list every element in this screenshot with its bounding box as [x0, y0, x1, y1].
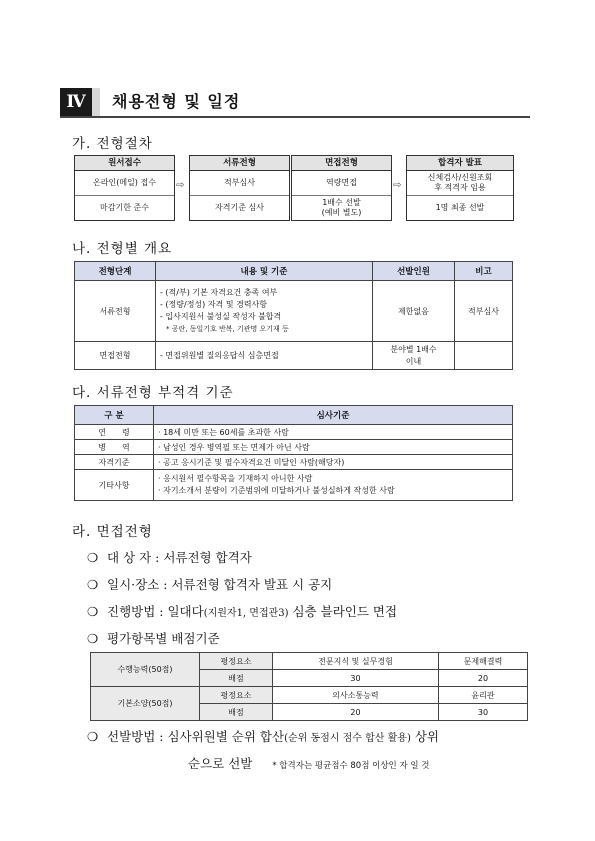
- category-cell: 기타사항: [75, 470, 154, 501]
- group-label: 기본소양(50점): [91, 687, 200, 721]
- bullet-icon: ❍: [87, 729, 99, 744]
- arrow-icon: ⇨: [393, 180, 402, 191]
- interview-scoring: [87, 629, 220, 647]
- score-label: 배점: [200, 670, 273, 687]
- table-header-row: [75, 406, 513, 425]
- item-cell: 의사소통능력: [273, 687, 439, 704]
- process-step-document: [189, 155, 290, 221]
- interview-heading: 라. 면접전형: [72, 524, 153, 540]
- overview-heading: 나. 전형별 개요: [72, 241, 173, 257]
- criteria-note: * 공란, 동일기호 반복, 기관명 오기재 등: [166, 325, 289, 333]
- table-row: [75, 281, 513, 342]
- count-line: 이내: [405, 356, 422, 366]
- criteria-line: - (정량/정성) 자격 및 경력사항: [160, 300, 268, 309]
- criteria-line: · 자기소개서 분량이 기준범위에 미달하거나 불성실하게 작성한 사람: [158, 486, 395, 495]
- item-label: 평정요소: [200, 687, 273, 704]
- table-row: [91, 687, 528, 704]
- scoring-table: [90, 652, 528, 721]
- criteria-cell: · 남성인 경우 병역필 또는 면제가 아닌 사람: [154, 440, 513, 455]
- table-row: [75, 455, 513, 470]
- column-header: 구 분: [75, 406, 154, 425]
- interview-method-tail: 심층 블라인드 면접: [288, 604, 398, 619]
- table-row: [91, 653, 528, 670]
- column-header: 비고: [455, 262, 513, 281]
- table-row: [75, 425, 513, 440]
- note-cell: [455, 342, 513, 370]
- section-title: 채용전형 및 일정: [112, 92, 241, 111]
- disqualify-table: [74, 405, 513, 501]
- criteria-line: · 응시원서 필수항목을 기재하지 아니한 사람: [158, 474, 313, 483]
- process-step-detail-line: (예비 별도): [321, 208, 362, 217]
- criteria-cell: · 공고 응시기준 및 필수자격요건 미달인 사람(해당자): [154, 455, 513, 470]
- criteria-cell: · 18세 미만 또는 60세를 초과한 사람: [154, 425, 513, 440]
- criteria-cell: [156, 281, 373, 342]
- section-number-accent: [92, 88, 100, 116]
- interview-schedule-text: 일시·장소 : 서류전형 합격자 발표 시 공지: [107, 577, 333, 592]
- item-cell: 문제해결력: [438, 653, 527, 670]
- count-cell: [373, 342, 455, 370]
- process-step-detail: 1명 최종 선발: [435, 203, 485, 212]
- interview-selection-line2: 순으로 선발: [188, 756, 253, 771]
- process-step-application: [74, 155, 175, 221]
- note-cell: 적부심사: [455, 281, 513, 342]
- group-label: 수행능력(50점): [91, 653, 200, 687]
- interview-selection-text: 선발방법 : 심사위원별 순위 합산: [107, 729, 285, 744]
- category-cell: 연 령: [75, 425, 154, 440]
- count-cell: 제한없음: [373, 281, 455, 342]
- criteria-cell: - 면접위원별 질의응답식 심층면접: [156, 342, 373, 370]
- interview-scoring-title: 평가항목별 배점기준: [107, 631, 220, 646]
- score-cell: 20: [438, 670, 527, 687]
- interview-selection-detail: (순위 동점시 점수 합산 활용): [284, 733, 411, 744]
- process-step-title: 합격자 발표: [407, 156, 513, 171]
- criteria-line: - (적/부) 기본 자격요건 충족 여부: [160, 288, 278, 297]
- process-step-detail: 역량면접: [292, 171, 391, 196]
- interview-method-detail: (지원자1, 면접관3): [203, 608, 289, 619]
- item-label: 평정요소: [200, 653, 273, 670]
- score-cell: 30: [273, 670, 439, 687]
- process-step-title: 면접전형: [292, 156, 391, 171]
- process-step-detail: 마감기한 준수: [100, 203, 149, 212]
- table-row: [75, 470, 513, 501]
- column-header: 전형단계: [75, 262, 156, 281]
- process-step-detail-line: 신체검사/신원조회: [427, 173, 493, 182]
- interview-method: [87, 602, 397, 620]
- column-header: 선발인원: [373, 262, 455, 281]
- process-step-title: 서류전형: [190, 156, 289, 171]
- interview-selection: [87, 727, 439, 745]
- process-step-detail: [292, 196, 391, 220]
- arrow-icon: ⇨: [176, 180, 185, 191]
- process-step-title: 원서접수: [75, 156, 174, 171]
- process-heading: 가. 전형절차: [72, 136, 153, 152]
- score-label: 배점: [200, 704, 273, 721]
- bullet-icon: ❍: [87, 577, 99, 592]
- interview-method-text: 진행방법 : 일대다: [107, 604, 204, 619]
- bullet-icon: ❍: [87, 550, 99, 565]
- bullet-icon: ❍: [87, 631, 99, 646]
- bullet-icon: ❍: [87, 604, 99, 619]
- item-cell: 전문지식 및 실무경험: [273, 653, 439, 670]
- section-number: Ⅳ: [60, 88, 92, 116]
- column-header: 심사기준: [154, 406, 513, 425]
- interview-target-text: 대 상 자 : 서류전형 합격자: [107, 550, 252, 565]
- criteria-cell: [154, 470, 513, 501]
- process-step-announcement: [406, 155, 514, 221]
- process-step-detail: 적부심사: [190, 171, 289, 196]
- table-row: [75, 440, 513, 455]
- process-step-detail: [407, 171, 513, 196]
- stage-cell: 면접전형: [75, 342, 156, 370]
- count-line: 분야별 1배수: [390, 344, 437, 354]
- process-step-interview: [291, 155, 392, 221]
- table-header-row: [75, 262, 513, 281]
- item-cell: 윤리관: [438, 687, 527, 704]
- table-row: [75, 342, 513, 370]
- interview-selection-tail: 상위: [410, 729, 439, 744]
- process-step-detail: 온라인(메일) 접수: [75, 171, 174, 196]
- interview-schedule: [87, 575, 332, 593]
- process-step-detail: 자격기준 심사: [215, 203, 264, 212]
- stage-cell: 서류전형: [75, 281, 156, 342]
- interview-selection-continued: [188, 754, 430, 772]
- category-cell: 자격기준: [75, 455, 154, 470]
- column-header: 내용 및 기준: [156, 262, 373, 281]
- section-header: [60, 88, 530, 118]
- overview-table: [74, 261, 513, 370]
- selection-note: * 합격자는 평균점수 80점 이상인 자 일 것: [272, 761, 430, 771]
- interview-target: [87, 548, 252, 566]
- criteria-line: - 입사지원서 불성실 작성자 불합격: [160, 312, 282, 321]
- process-step-detail-line: 1배수 선발: [322, 198, 361, 207]
- score-cell: 30: [438, 704, 527, 721]
- score-cell: 20: [273, 704, 439, 721]
- disqualify-heading: 다. 서류전형 부적격 기준: [72, 385, 234, 401]
- process-step-detail-line: 후 적격자 임용: [434, 183, 486, 192]
- category-cell: 병 역: [75, 440, 154, 455]
